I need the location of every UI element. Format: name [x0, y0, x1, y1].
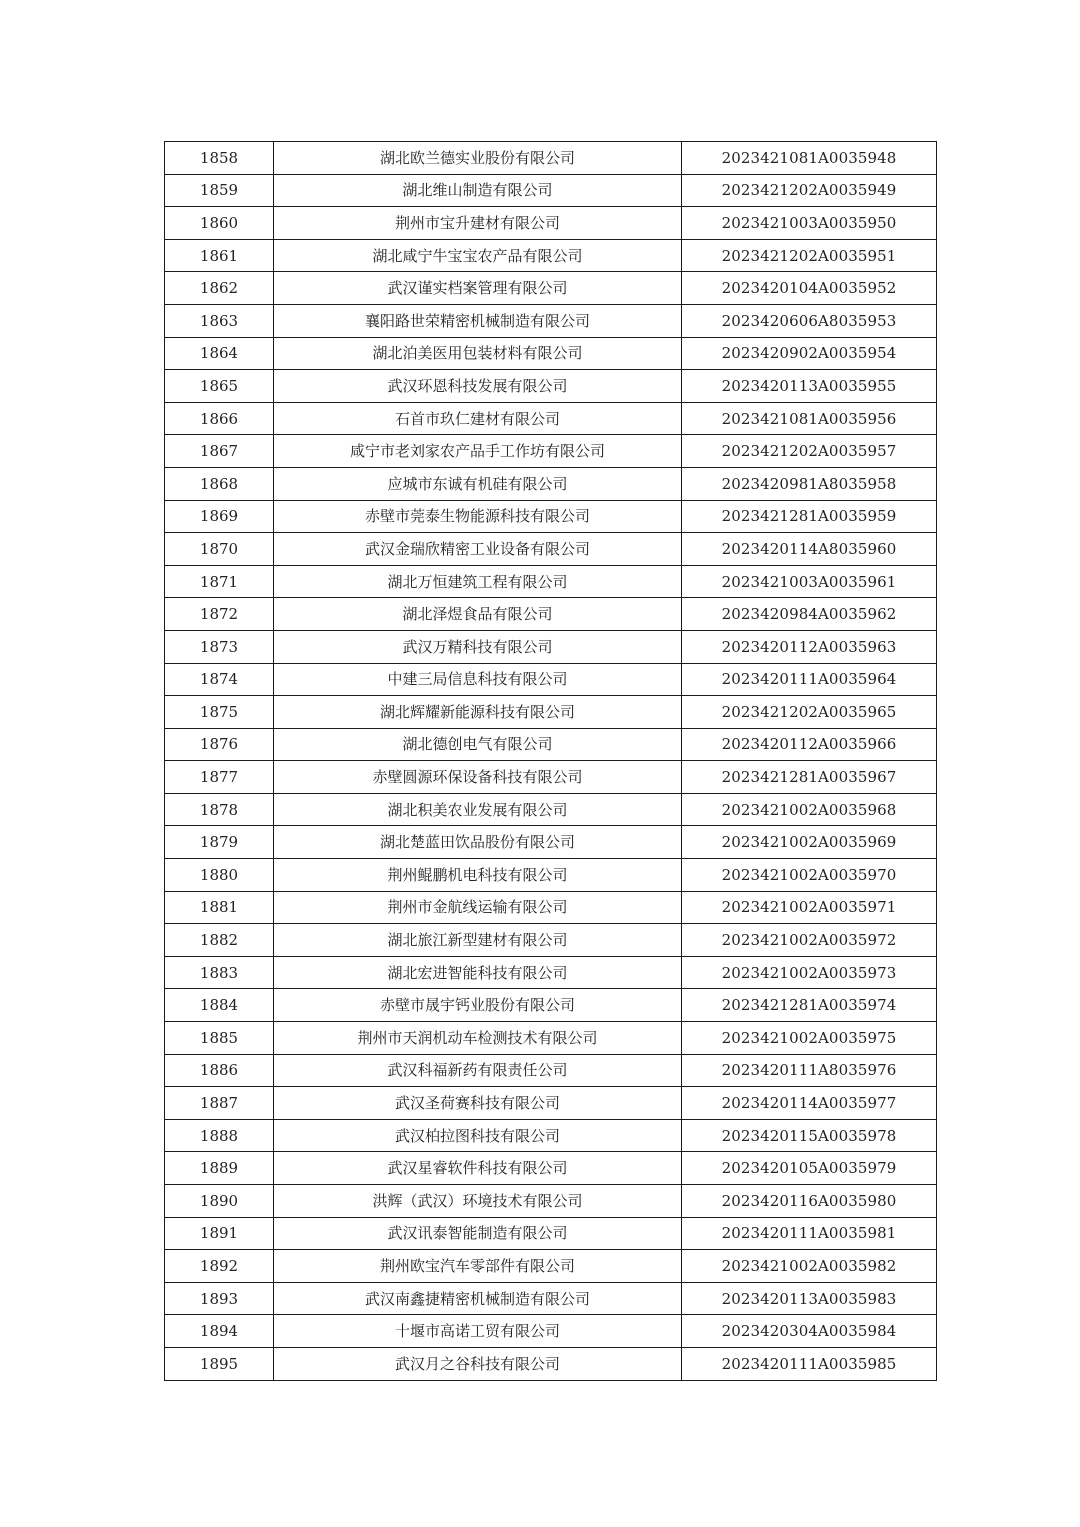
company-name-cell: 荆州市金航线运输有限公司 [274, 891, 682, 924]
serial-number-cell: 1881 [165, 891, 274, 924]
registration-code-cell: 2023421002A0035972 [682, 924, 937, 957]
serial-number-cell: 1867 [165, 435, 274, 468]
table-row [165, 1022, 937, 1055]
serial-number-cell: 1868 [165, 467, 274, 500]
table-row [165, 1217, 937, 1250]
serial-number-cell: 1882 [165, 924, 274, 957]
company-name-cell: 湖北欧兰德实业股份有限公司 [274, 142, 682, 175]
registration-code-cell: 2023421202A0035957 [682, 435, 937, 468]
serial-number-cell: 1872 [165, 598, 274, 631]
registration-code-cell: 2023421003A0035950 [682, 207, 937, 240]
table-row [165, 826, 937, 859]
company-name-cell: 湖北楚蓝田饮品股份有限公司 [274, 826, 682, 859]
serial-number-cell: 1895 [165, 1347, 274, 1380]
company-name-cell: 湖北万恒建筑工程有限公司 [274, 565, 682, 598]
table-row [165, 924, 937, 957]
serial-number-cell: 1886 [165, 1054, 274, 1087]
company-name-cell: 武汉柏拉图科技有限公司 [274, 1119, 682, 1152]
serial-number-cell: 1888 [165, 1119, 274, 1152]
company-name-cell: 荆州鲲鹏机电科技有限公司 [274, 859, 682, 892]
registration-code-cell: 2023421002A0035969 [682, 826, 937, 859]
registration-code-cell: 2023421202A0035951 [682, 239, 937, 272]
registration-code-cell: 2023421081A0035956 [682, 402, 937, 435]
serial-number-cell: 1879 [165, 826, 274, 859]
company-name-cell: 荆州市天润机动车检测技术有限公司 [274, 1022, 682, 1055]
company-name-cell: 十堰市高诺工贸有限公司 [274, 1315, 682, 1348]
company-name-cell: 洪辉（武汉）环境技术有限公司 [274, 1185, 682, 1218]
registration-code-cell: 2023420114A8035960 [682, 533, 937, 566]
registration-code-cell: 2023421002A0035982 [682, 1250, 937, 1283]
company-name-cell: 武汉圣荷赛科技有限公司 [274, 1087, 682, 1120]
serial-number-cell: 1877 [165, 761, 274, 794]
table-row [165, 630, 937, 663]
serial-number-cell: 1865 [165, 370, 274, 403]
registration-code-cell: 2023420113A0035955 [682, 370, 937, 403]
company-name-cell: 湖北咸宁牛宝宝农产品有限公司 [274, 239, 682, 272]
serial-number-cell: 1894 [165, 1315, 274, 1348]
registry-table-body [165, 142, 937, 1381]
serial-number-cell: 1866 [165, 402, 274, 435]
serial-number-cell: 1892 [165, 1250, 274, 1283]
serial-number-cell: 1890 [165, 1185, 274, 1218]
table-row [165, 565, 937, 598]
serial-number-cell: 1889 [165, 1152, 274, 1185]
table-row [165, 663, 937, 696]
registration-code-cell: 2023420115A0035978 [682, 1119, 937, 1152]
registration-code-cell: 2023420116A0035980 [682, 1185, 937, 1218]
table-row [165, 467, 937, 500]
registration-code-cell: 2023420984A0035962 [682, 598, 937, 631]
company-name-cell: 湖北泊美医用包装材料有限公司 [274, 337, 682, 370]
serial-number-cell: 1858 [165, 142, 274, 175]
company-name-cell: 咸宁市老刘家农产品手工作坊有限公司 [274, 435, 682, 468]
serial-number-cell: 1893 [165, 1282, 274, 1315]
registration-code-cell: 2023420112A0035966 [682, 728, 937, 761]
serial-number-cell: 1863 [165, 304, 274, 337]
table-row [165, 1282, 937, 1315]
table-row [165, 435, 937, 468]
table-row [165, 533, 937, 566]
registration-code-cell: 2023421003A0035961 [682, 565, 937, 598]
company-name-cell: 武汉环恩科技发展有限公司 [274, 370, 682, 403]
registration-code-cell: 2023420112A0035963 [682, 630, 937, 663]
registration-code-cell: 2023421202A0035965 [682, 696, 937, 729]
company-name-cell: 湖北积美农业发展有限公司 [274, 793, 682, 826]
table-row [165, 1347, 937, 1380]
company-name-cell: 武汉星睿软件科技有限公司 [274, 1152, 682, 1185]
company-name-cell: 湖北泽煜食品有限公司 [274, 598, 682, 631]
serial-number-cell: 1878 [165, 793, 274, 826]
serial-number-cell: 1887 [165, 1087, 274, 1120]
registration-code-cell: 2023420114A0035977 [682, 1087, 937, 1120]
serial-number-cell: 1870 [165, 533, 274, 566]
table-row [165, 1250, 937, 1283]
table-row [165, 1087, 937, 1120]
company-name-cell: 应城市东诚有机硅有限公司 [274, 467, 682, 500]
serial-number-cell: 1875 [165, 696, 274, 729]
serial-number-cell: 1873 [165, 630, 274, 663]
table-row [165, 1119, 937, 1152]
serial-number-cell: 1860 [165, 207, 274, 240]
registration-code-cell: 2023420111A8035976 [682, 1054, 937, 1087]
serial-number-cell: 1871 [165, 565, 274, 598]
registration-code-cell: 2023421202A0035949 [682, 174, 937, 207]
company-name-cell: 武汉月之谷科技有限公司 [274, 1347, 682, 1380]
registration-code-cell: 2023421002A0035968 [682, 793, 937, 826]
registration-code-cell: 2023420902A0035954 [682, 337, 937, 370]
registration-code-cell: 2023420104A0035952 [682, 272, 937, 305]
registration-code-cell: 2023420111A0035985 [682, 1347, 937, 1380]
serial-number-cell: 1885 [165, 1022, 274, 1055]
table-row [165, 370, 937, 403]
serial-number-cell: 1874 [165, 663, 274, 696]
registration-code-cell: 2023421281A0035974 [682, 989, 937, 1022]
company-name-cell: 武汉万精科技有限公司 [274, 630, 682, 663]
table-row [165, 956, 937, 989]
registration-code-cell: 2023420606A8035953 [682, 304, 937, 337]
registration-code-cell: 2023420304A0035984 [682, 1315, 937, 1348]
serial-number-cell: 1862 [165, 272, 274, 305]
table-row [165, 1054, 937, 1087]
registration-code-cell: 2023421002A0035973 [682, 956, 937, 989]
enterprise-registry-table [164, 141, 937, 1381]
company-name-cell: 武汉谨实档案管理有限公司 [274, 272, 682, 305]
table-row [165, 1152, 937, 1185]
company-name-cell: 石首市玖仁建材有限公司 [274, 402, 682, 435]
registration-code-cell: 2023421002A0035975 [682, 1022, 937, 1055]
table-row [165, 142, 937, 175]
table-row [165, 859, 937, 892]
company-name-cell: 赤壁市莞泰生物能源科技有限公司 [274, 500, 682, 533]
registration-code-cell: 2023420113A0035983 [682, 1282, 937, 1315]
serial-number-cell: 1869 [165, 500, 274, 533]
company-name-cell: 赤壁圆源环保设备科技有限公司 [274, 761, 682, 794]
company-name-cell: 荆州市宝升建材有限公司 [274, 207, 682, 240]
company-name-cell: 武汉金瑞欣精密工业设备有限公司 [274, 533, 682, 566]
table-row [165, 304, 937, 337]
table-row [165, 598, 937, 631]
company-name-cell: 赤壁市晟宇钙业股份有限公司 [274, 989, 682, 1022]
registration-code-cell: 2023421002A0035971 [682, 891, 937, 924]
company-name-cell: 荆州欧宝汽车零部件有限公司 [274, 1250, 682, 1283]
serial-number-cell: 1880 [165, 859, 274, 892]
company-name-cell: 武汉科福新药有限责任公司 [274, 1054, 682, 1087]
registration-code-cell: 2023421281A0035959 [682, 500, 937, 533]
registration-code-cell: 2023420111A0035981 [682, 1217, 937, 1250]
table-row [165, 761, 937, 794]
registration-code-cell: 2023421002A0035970 [682, 859, 937, 892]
registration-code-cell: 2023421281A0035967 [682, 761, 937, 794]
company-name-cell: 湖北德创电气有限公司 [274, 728, 682, 761]
serial-number-cell: 1859 [165, 174, 274, 207]
company-name-cell: 中建三局信息科技有限公司 [274, 663, 682, 696]
table-row [165, 696, 937, 729]
registration-code-cell: 2023421081A0035948 [682, 142, 937, 175]
table-row [165, 793, 937, 826]
table-row [165, 891, 937, 924]
table-row [165, 207, 937, 240]
registration-code-cell: 2023420111A0035964 [682, 663, 937, 696]
company-name-cell: 湖北宏进智能科技有限公司 [274, 956, 682, 989]
company-name-cell: 武汉讯泰智能制造有限公司 [274, 1217, 682, 1250]
serial-number-cell: 1884 [165, 989, 274, 1022]
registration-code-cell: 2023420981A8035958 [682, 467, 937, 500]
table-row [165, 728, 937, 761]
serial-number-cell: 1876 [165, 728, 274, 761]
table-row [165, 402, 937, 435]
table-row [165, 174, 937, 207]
company-name-cell: 武汉南鑫捷精密机械制造有限公司 [274, 1282, 682, 1315]
table-row [165, 239, 937, 272]
serial-number-cell: 1861 [165, 239, 274, 272]
table-row [165, 989, 937, 1022]
table-row [165, 1185, 937, 1218]
table-row [165, 1315, 937, 1348]
serial-number-cell: 1883 [165, 956, 274, 989]
company-name-cell: 湖北旅江新型建材有限公司 [274, 924, 682, 957]
serial-number-cell: 1891 [165, 1217, 274, 1250]
serial-number-cell: 1864 [165, 337, 274, 370]
table-row [165, 500, 937, 533]
company-name-cell: 湖北辉耀新能源科技有限公司 [274, 696, 682, 729]
company-name-cell: 襄阳路世荣精密机械制造有限公司 [274, 304, 682, 337]
company-name-cell: 湖北维山制造有限公司 [274, 174, 682, 207]
table-row [165, 337, 937, 370]
table-row [165, 272, 937, 305]
registration-code-cell: 2023420105A0035979 [682, 1152, 937, 1185]
